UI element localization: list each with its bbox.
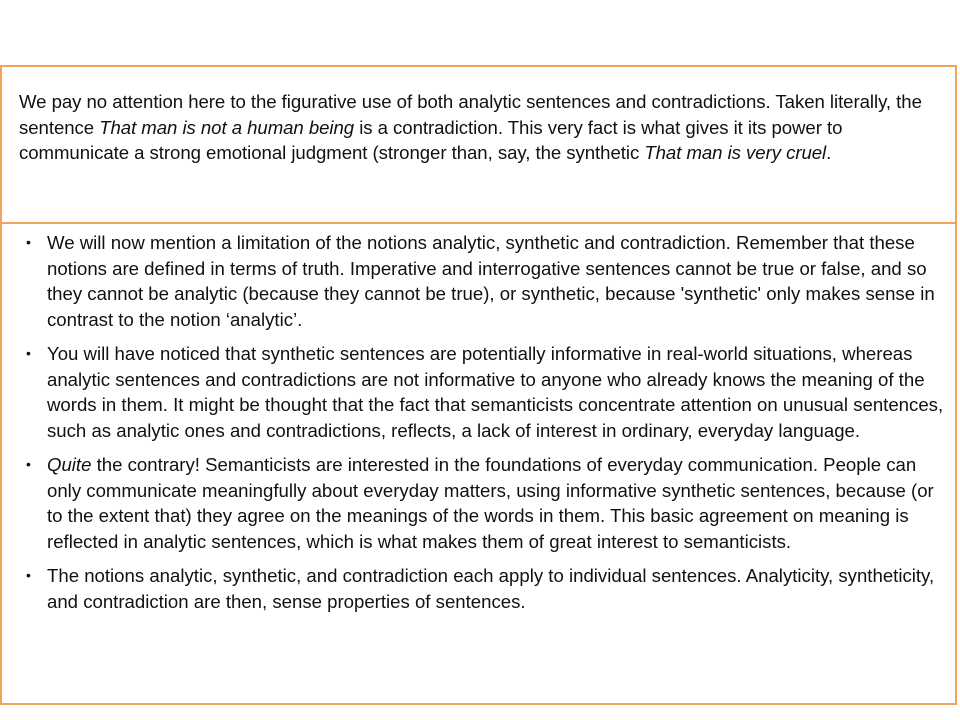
slide-frame xyxy=(0,65,957,705)
note-text-2: Taken literally, the sentence xyxy=(19,91,922,138)
note-paragraph xyxy=(19,89,941,166)
bullet-text: You will have noticed that synthetic sentences are potentially informative in real-world situations, whereas analytic sentences and contradictions are not informative to anyone who already knows the meaning of the words in them. It might be thought that the fact that semanticists concentrate attention on unusual sentences, such as analytic ones and contradictions, reflects, a lack of interest in ordinary, everyday language. xyxy=(47,343,944,441)
note-box xyxy=(2,67,955,224)
note-example-2: That man is very cruel xyxy=(644,142,827,163)
bullet-item xyxy=(2,230,955,332)
note-text-3: is a contradiction. This very fact is what gives it its power to communicate a strong emotional judgment (stronger than, say, the synthetic xyxy=(19,116,843,163)
bullet-text: the contrary! Semanticists are interested in the foundations of everyday communication. People can only communicate meaningfully about everyday matters, using informative synthetic sentences, because (or to the extent that) they agree on the meanings of the words in them. This basic agreement on meaning is reflected in analytic sentences, which is what makes them of great interest to semanticists. xyxy=(47,454,934,552)
bullet-emphasis: Quite xyxy=(47,454,92,475)
bullet-text: The notions analytic, synthetic, and contradiction each apply to individual sentences. Analyticity, syntheticity, and contradiction are then, sense properties of sentences. xyxy=(47,565,935,612)
bullet-item xyxy=(2,563,955,614)
bullet-text: We will now mention a limitation of the notions analytic, synthetic and contradiction. Remember that these notions are defined in terms of truth. Imperative and interrogative sentences cannot be true or false, and so they cannot be analytic (because they cannot be true), or synthetic, because 'synthetic' only makes sense in contrast to the notion ‘analytic’. xyxy=(47,232,935,330)
bullet-dot-icon: • xyxy=(26,345,31,361)
note-text-1: We pay no attention here to the figurative use of both analytic sentences and contradictions. xyxy=(19,91,771,112)
note-example-1: That man is not a human being xyxy=(99,116,355,138)
bullet-list xyxy=(2,230,955,623)
bullet-dot-icon: • xyxy=(26,456,31,472)
bullet-dot-icon: • xyxy=(26,234,31,250)
bullet-dot-icon: • xyxy=(26,567,31,583)
note-text-4: . xyxy=(826,142,832,163)
bullet-item xyxy=(2,341,955,443)
bullet-item xyxy=(2,452,955,554)
